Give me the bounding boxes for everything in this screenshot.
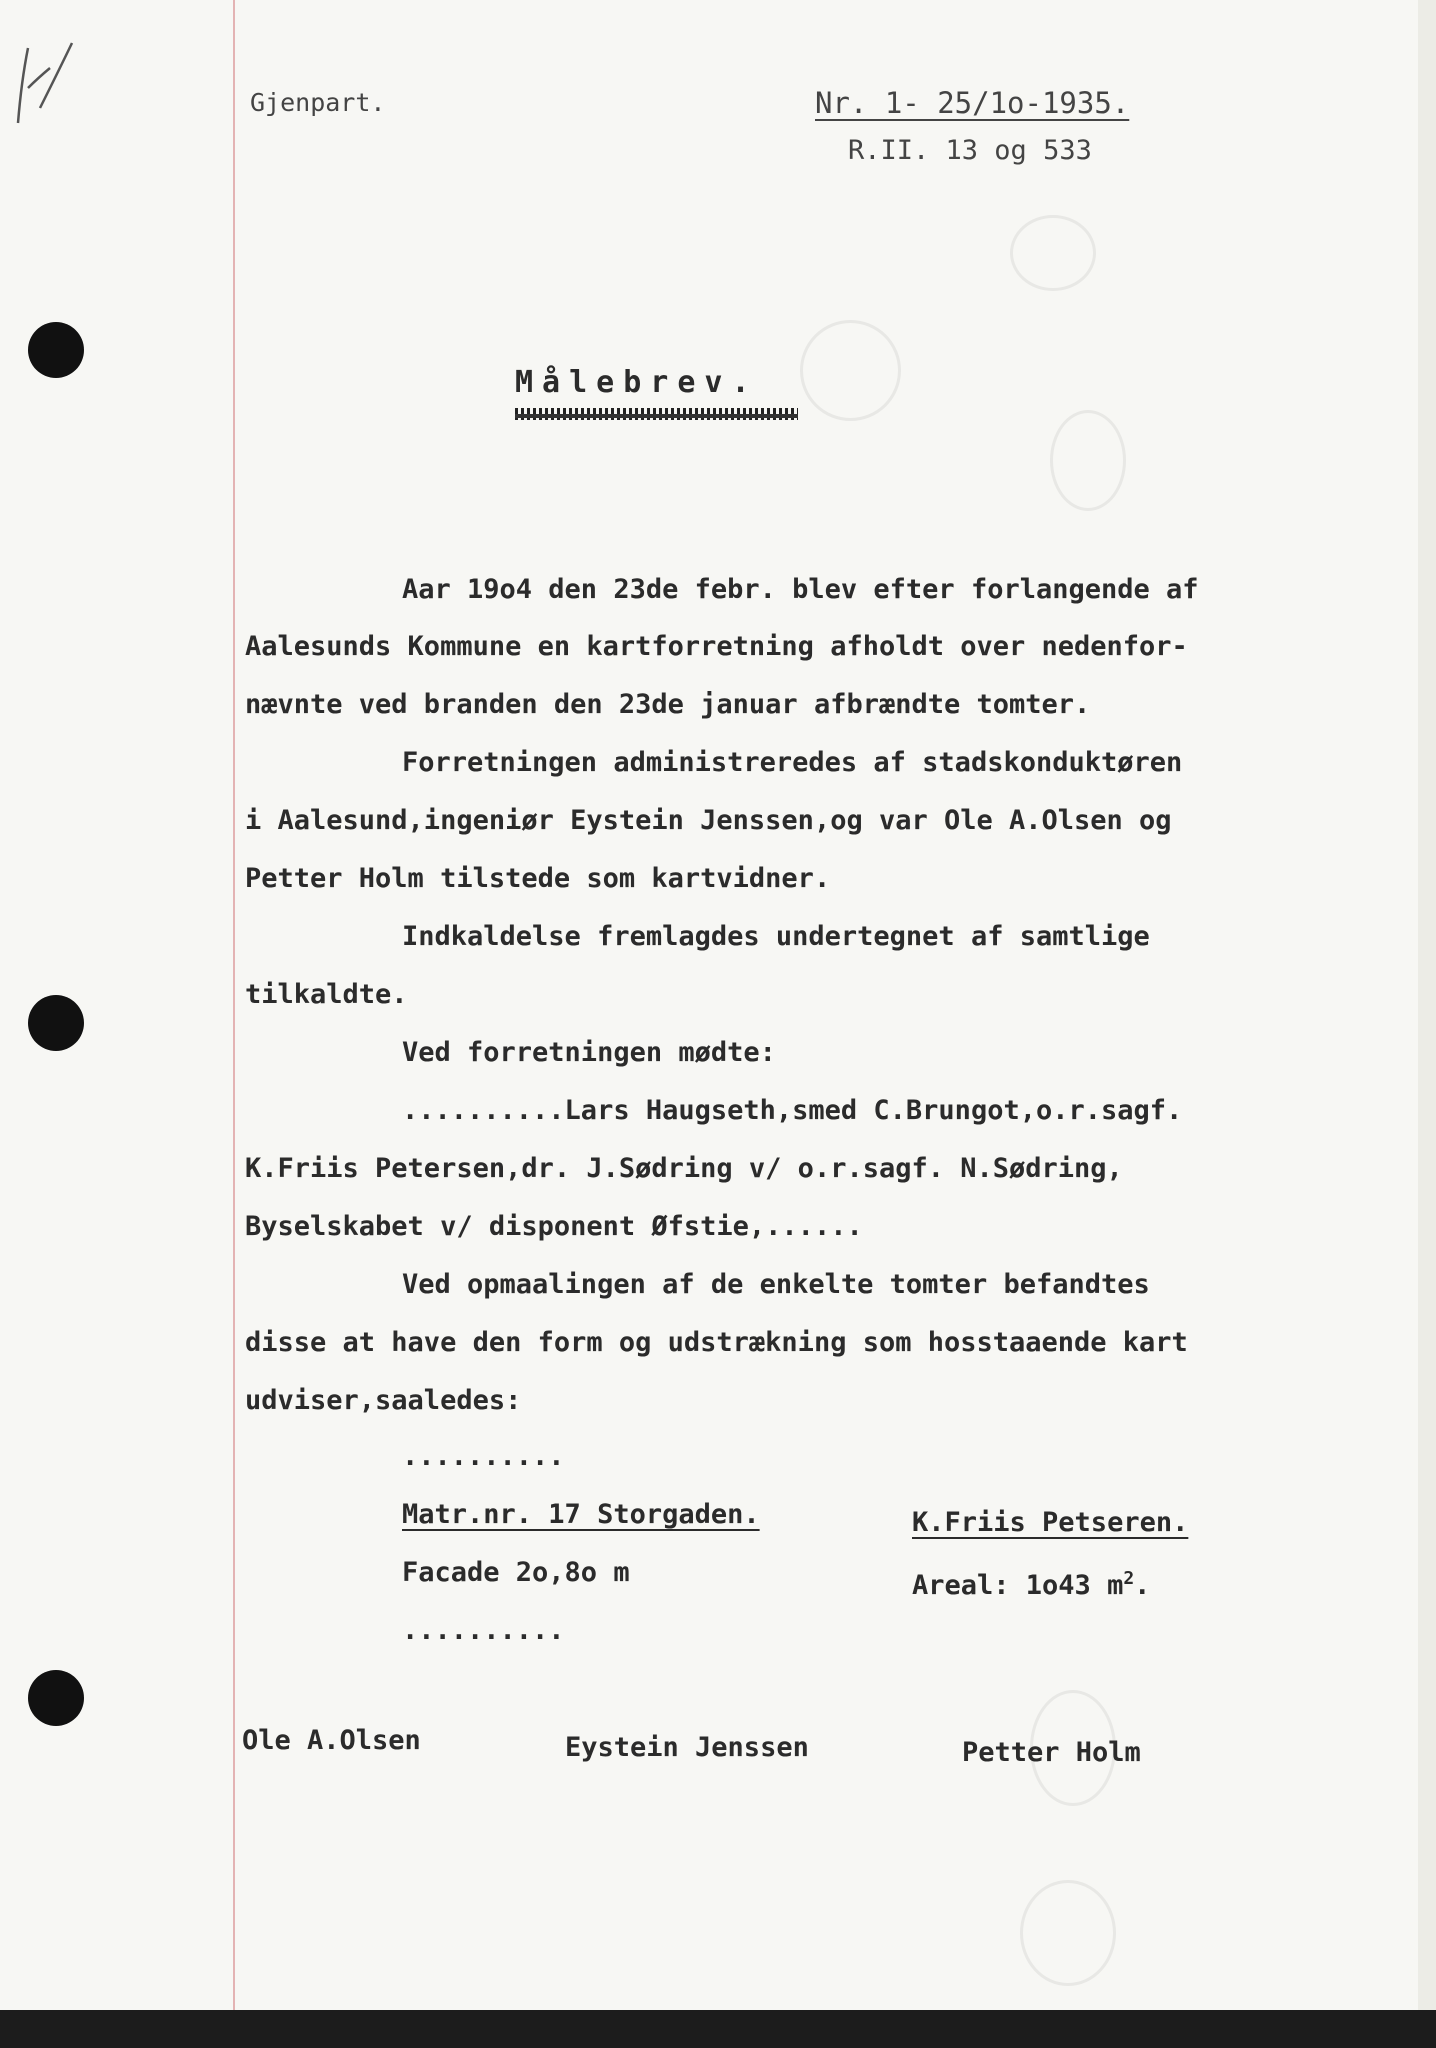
body-line: Byselskabet v/ disponent Øfstie,...... xyxy=(245,1211,863,1242)
property-area-value: Areal: 1o43 m xyxy=(912,1570,1124,1601)
bleed-through-mark xyxy=(800,320,901,421)
reference-number: Nr. 1- 25/1o-1935. xyxy=(815,86,1130,120)
margin-rule xyxy=(233,0,235,2048)
body-line: tilkaldte. xyxy=(245,979,408,1010)
body-line: udviser,saaledes: xyxy=(245,1385,522,1416)
title-underline xyxy=(515,414,798,418)
punch-hole xyxy=(28,1670,84,1726)
body-line: Aalesunds Kommune en kartforretning afholdt over nedenfor- xyxy=(245,631,1188,662)
body-line: Petter Holm tilstede som kartvidner. xyxy=(245,863,831,894)
body-line: Aar 19o4 den 23de febr. blev efter forlangende af xyxy=(402,574,1199,605)
area-period: . xyxy=(1134,1570,1151,1601)
bleed-through-mark xyxy=(1020,1880,1116,1986)
handwritten-initials xyxy=(10,38,80,128)
copy-label: Gjenpart. xyxy=(250,88,386,117)
bleed-through-mark xyxy=(1010,215,1096,291)
page-title: Målebrev. xyxy=(515,365,759,400)
body-line: disse at have den form og udstrækning som hosstaaende kart xyxy=(245,1327,1188,1358)
punch-hole xyxy=(28,322,84,378)
property-area xyxy=(912,1562,1150,1603)
signature-witness-2: Petter Holm xyxy=(962,1737,1141,1768)
body-line: i Aalesund,ingeniør Eystein Jenssen,og var Ole A.Olsen og xyxy=(245,805,1172,836)
facade-length: Facade 2o,8o m xyxy=(402,1557,630,1588)
ellipsis-divider: .......... xyxy=(402,1615,565,1646)
property-id: Matr.nr. 17 Storgaden. xyxy=(402,1499,760,1530)
body-line: Indkaldelse fremlagdes undertegnet af samtlige xyxy=(402,921,1150,952)
body-line: Ved opmaalingen af de enkelte tomter befandtes xyxy=(402,1269,1150,1300)
ellipsis-divider: .......... xyxy=(402,1441,565,1472)
reference-volume: R.II. 13 og 533 xyxy=(848,135,1092,166)
body-line: Ved forretningen mødte: xyxy=(402,1037,776,1068)
page-edge xyxy=(1418,0,1436,2048)
punch-hole xyxy=(28,995,84,1051)
area-unit-exponent: 2 xyxy=(1123,1568,1135,1589)
property-owner: K.Friis Petseren. xyxy=(912,1507,1189,1538)
scan-border xyxy=(0,2010,1436,2048)
signature-witness-1: Ole A.Olsen xyxy=(242,1725,421,1756)
body-line: K.Friis Petersen,dr. J.Sødring v/ o.r.sagf. N.Sødring, xyxy=(245,1153,1123,1184)
body-line: Forretningen administreredes af stadskonduktøren xyxy=(402,747,1183,778)
body-line: ..........Lars Haugseth,smed C.Brungot,o.r.sagf. xyxy=(402,1095,1183,1126)
body-line: nævnte ved branden den 23de januar afbrændte tomter. xyxy=(245,689,1091,720)
bleed-through-mark xyxy=(1050,410,1126,511)
signature-engineer: Eystein Jenssen xyxy=(565,1732,809,1763)
